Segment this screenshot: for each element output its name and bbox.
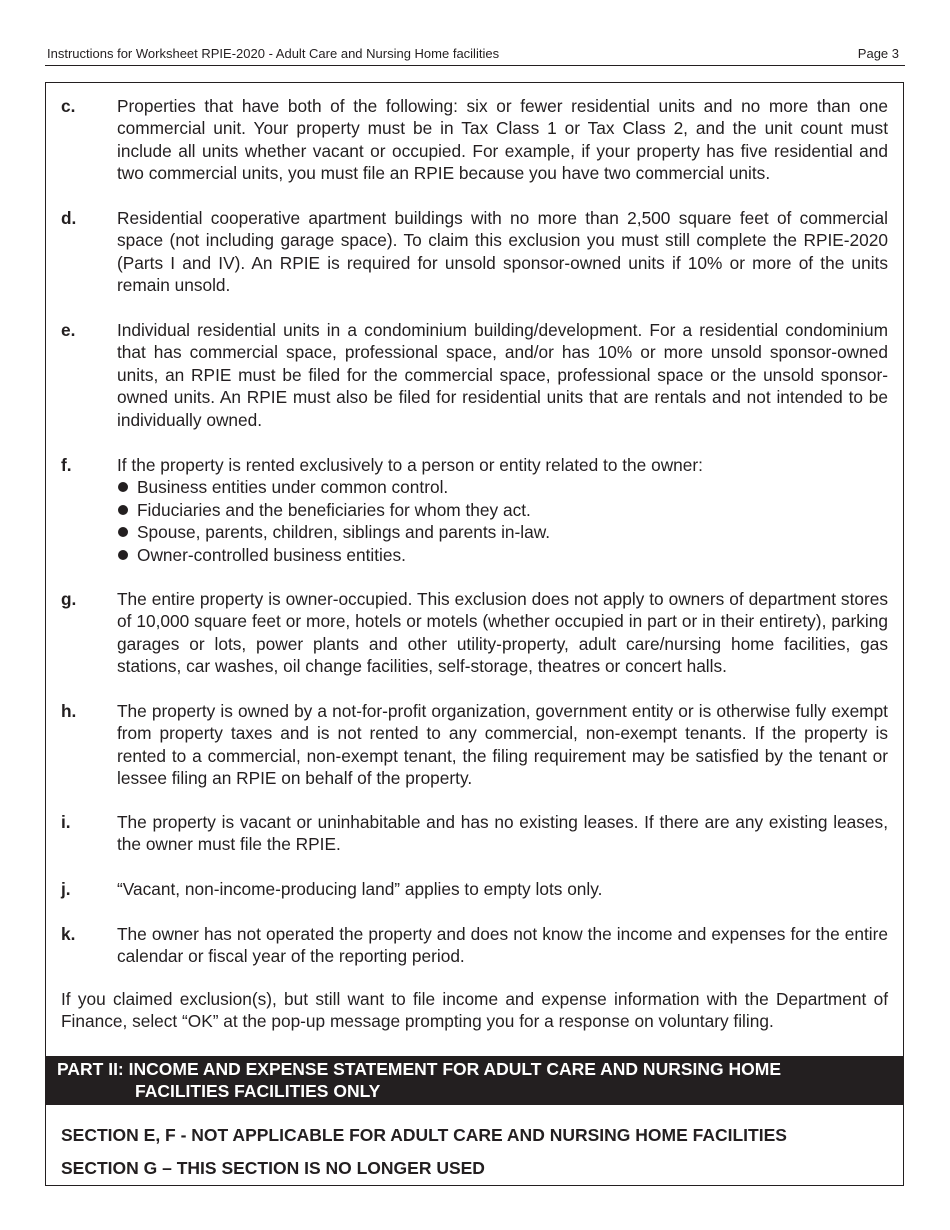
header-divider bbox=[45, 65, 905, 66]
item-letter: g. bbox=[61, 589, 77, 609]
item-text: Residential cooperative apartment buildings with no more than 2,500 square feet of commercial space (not including garage space). To claim this exclusion you must still complete the RPIE-2020 (Parts I and IV). An RPIE is required for unsold sponsor-owned units if 10% or more of the units remain unsold. bbox=[117, 208, 888, 296]
list-item: Spouse, parents, children, siblings and parents in-law. bbox=[117, 521, 888, 543]
item-letter: d. bbox=[61, 208, 77, 228]
bullet-icon bbox=[118, 505, 128, 515]
item-text: The owner has not operated the property and does not know the income and expenses for the entire calendar or fiscal year of the reporting period. bbox=[117, 924, 888, 967]
page-number: Page 3 bbox=[857, 46, 899, 61]
exclusion-item-i bbox=[61, 811, 888, 856]
item-letter: k. bbox=[61, 924, 76, 944]
item-text: The property is owned by a not-for-profit organization, government entity or is otherwise fully exempt from property taxes and is not rented to any commercial, non-exempt tenants. If the property is rented to a commercial, non-exempt tenant, the filing requirement may be satisfied by the tenant or lessee filing an RPIE on behalf of the property. bbox=[117, 701, 888, 789]
bullet-icon bbox=[118, 550, 128, 560]
list-item: Owner-controlled business entities. bbox=[117, 544, 888, 566]
part-ii-title-line1: PART II: INCOME AND EXPENSE STATEMENT FOR ADULT CARE AND NURSING HOME bbox=[57, 1059, 781, 1079]
bullet-icon bbox=[118, 482, 128, 492]
item-letter: f. bbox=[61, 455, 72, 475]
content-frame bbox=[45, 82, 904, 1186]
exclusion-item-g bbox=[61, 588, 888, 678]
list-item: Fiduciaries and the beneficiaries for whom they act. bbox=[117, 499, 888, 521]
exclusion-item-c bbox=[61, 95, 888, 185]
item-text: If the property is rented exclusively to a person or entity related to the owner: bbox=[117, 455, 703, 475]
item-letter: h. bbox=[61, 701, 77, 721]
part-ii-heading bbox=[46, 1056, 903, 1105]
bullet-icon bbox=[118, 527, 128, 537]
exclusion-item-e bbox=[61, 319, 888, 431]
exclusion-item-d bbox=[61, 207, 888, 297]
section-g-heading: SECTION G – THIS SECTION IS NO LONGER USED bbox=[61, 1158, 485, 1178]
document-title: Instructions for Worksheet RPIE-2020 - Adult Care and Nursing Home facilities bbox=[47, 46, 500, 61]
item-letter: i. bbox=[61, 812, 71, 832]
item-text: The property is vacant or uninhabitable and has no existing leases. If there are any existing leases, the owner must file the RPIE. bbox=[117, 812, 888, 855]
part-ii-title-line2: FACILITIES FACILITIES ONLY bbox=[135, 1081, 381, 1101]
related-party-list bbox=[117, 476, 888, 566]
section-ef-heading: SECTION E, F - NOT APPLICABLE FOR ADULT CARE AND NURSING HOME FACILITIES bbox=[61, 1125, 787, 1145]
exclusion-item-j bbox=[61, 878, 888, 900]
voluntary-filing-note: If you claimed exclusion(s), but still want to file income and expense information with the Department of Finance, select “OK” at the pop-up message prompting you for a response on voluntary filing. bbox=[61, 989, 888, 1032]
item-letter: c. bbox=[61, 96, 76, 116]
exclusion-item-f bbox=[61, 454, 888, 566]
item-letter: j. bbox=[61, 879, 71, 899]
exclusion-item-h bbox=[61, 700, 888, 790]
exclusion-item-k bbox=[61, 923, 888, 968]
item-letter: e. bbox=[61, 320, 76, 340]
item-text: Properties that have both of the following: six or fewer residential units and no more than one commercial unit. Your property must be in Tax Class 1 or Tax Class 2, and the unit count must include all units whether vacant or occupied. For example, if your property has five residential and two commercial units, you must file an RPIE because you have two commercial units. bbox=[117, 96, 888, 184]
item-text: Individual residential units in a condominium building/development. For a residential condominium that has commercial space, professional space, and/or has 10% or more unsold sponsor-owned units, an RPIE must be filed for the commercial space, professional space or the unsold sponsor-owned units. An RPIE must also be filed for residential units that are rentals and not intended to be individually owned. bbox=[117, 320, 888, 430]
item-text: The entire property is owner-occupied. This exclusion does not apply to owners of department stores of 10,000 square feet or more, hotels or motels (whether occupied in part or in their entirety), parking garages or lots, power plants and other utility-property, adult care/nursing home facilities, gas stations, car washes, oil change facilities, self-storage, theatres or concert halls. bbox=[117, 589, 888, 677]
item-text: “Vacant, non-income-producing land” applies to empty lots only. bbox=[117, 879, 603, 899]
list-item: Business entities under common control. bbox=[117, 476, 888, 498]
